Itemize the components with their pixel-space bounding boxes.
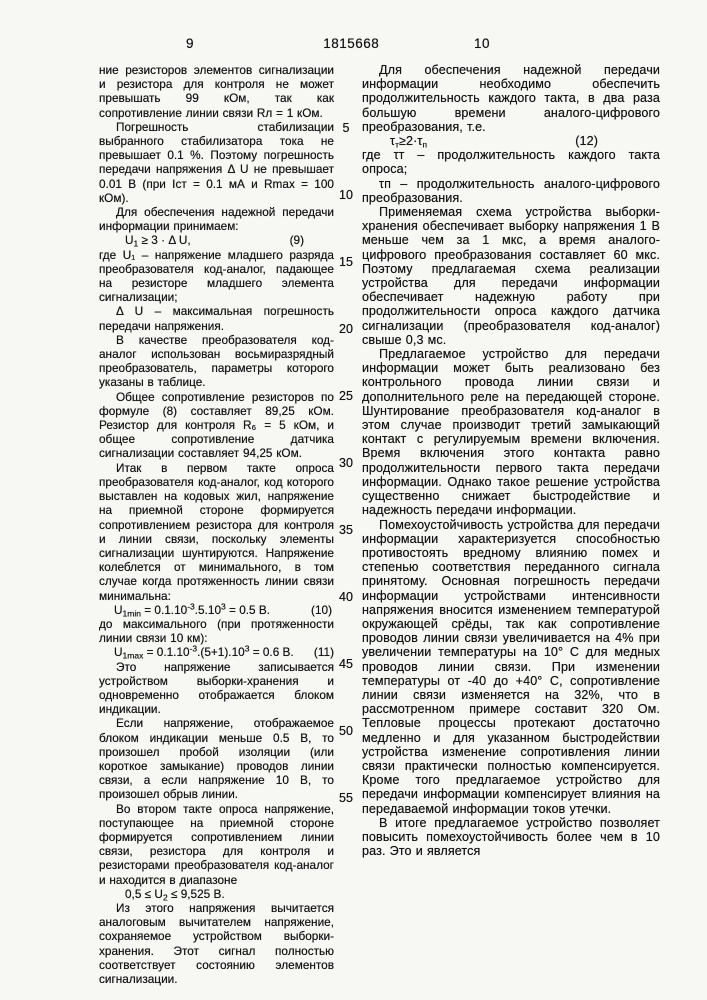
line-number: 15 bbox=[339, 255, 353, 269]
paragraph: В качестве преобразователя код-аналог использован восьмиразрядный преобразователь, параметры которого указаны в таблице. bbox=[99, 332, 334, 390]
paragraph: Общее сопротивление резисторов по формуле (8) составляет 89,25 кОм. Резистор для контроля R₆ = 5 кОм, и общее сопротивление датчика сигнализации составляет 94,25 кОм. bbox=[99, 389, 334, 461]
page-number-left: 9 bbox=[186, 36, 195, 51]
paragraph: Предлагаемое устройство для передачи информации может быть реализовано без контрольного провода линии связи и дополнительного реле на передающей стороне. Шунтирование преобразователя код-аналог в этом случае производит третий замыкающий контакт с регулируемым времени включения. Время включения этого контакта равно продолжительности первого такта передачи информации. Однако такое решение устройства существенно снижает быстродействие и надежность передачи информации. bbox=[362, 347, 660, 518]
formula-line bbox=[99, 233, 334, 247]
paragraph: Итак в первом такте опроса преобразователя код-аналог, код которого выставлен на кодовых жил, напряжение на приемной стороне формируется сопротивлением резистора для контроля и линии связи, поскольку элементы сигнализации шунтируются. Напряжение колеблется от минимального, в том случае когда протяженность линии связи минимальна: bbox=[99, 460, 334, 603]
paragraph: В итоге предлагаемое устройство позволяет повысить помехоустойчивость более чем в 10 раз. Это и является bbox=[362, 815, 660, 859]
line-number: 20 bbox=[339, 322, 353, 336]
formula-expression: $0,5 \le U_2 \le 9,525$ В. bbox=[125, 886, 225, 903]
paragraph: до максимального (при протяженности линии связи 10 км): bbox=[99, 616, 334, 646]
formula-line bbox=[99, 887, 334, 901]
paragraph: Если напряжение, отображаемое блоком индикации меньше 0.5 В, то произошел пробой изоляции (или короткое замыкание) проводов линии связи, а если напряжение 10 В, то произошел обрыв линии. bbox=[99, 716, 334, 802]
paragraph: Помехоустойчивость устройства для передачи информации характеризуется способностью противостоять вредному влиянию помех и степенью соответствия переданного сигнала принятому. Основная погрешность передачи информации устройствами интенсивности напряжения вносится изменением температурой окружающей срёды, так как сопротивление проводов линии связи увеличивается на 4% при увеличении температуры на 10° С для медных проводов линии связи. При изменении температуры от -40 до +40° С, сопротивление линии связи изменяется на 32%, что в рассмотренном примере составит 320 Ом. Тепловые процессы протекают достаточно медленно и для указанном быстродействии устройства изменение сопротивления линии связи практически полностью компенсируется. Кроме того предлагаемое устройство для передачи информации компенсирует влияния на передаваемой информации токов утечки. bbox=[362, 517, 660, 816]
line-number: 50 bbox=[339, 724, 353, 738]
paragraph: Для обеспечения надежной передачи информации необходимо обеспечить продолжительность каждого такта, в два раза большую времени аналого-цифрового преобразования, т.е. bbox=[362, 63, 660, 134]
paragraph: Δ U – максимальная погрешность передачи напряжения. bbox=[99, 304, 334, 333]
line-number: 55 bbox=[339, 791, 353, 805]
line-number: 35 bbox=[339, 523, 353, 537]
line-number: 40 bbox=[339, 590, 353, 604]
formula-expression: $U_{1min} = 0.1.10^{-3}.5.10^3 = 0.5$ В. bbox=[114, 601, 271, 619]
paragraph: Во втором такте опроса напряжение, поступающее на приемной стороне формируется сопротивлением линии связи, резистора для контроля и резисторами преобразователя код-аналог и находится в диапазоне bbox=[99, 801, 334, 887]
line-number: 10 bbox=[339, 188, 353, 202]
formula-line bbox=[99, 645, 334, 659]
formula-expression: $\tau_т\ge 2\cdot\tau_п$ bbox=[390, 134, 428, 150]
paragraph: Применяемая схема устройства выборки-хранения обеспечивает выборку напряжения 1 В меньше чем за 1 мкс, а время аналого-цифрового преобразования составляет 60 мкс. Поэтому предлагаемая схема реализации устройства для передачи информации обеспечивает надежную работу при продолжительности опроса каждого датчика сигнализации (преобразователя код-аналог) свыше 0,3 мс. bbox=[362, 205, 660, 347]
line-number: 30 bbox=[339, 456, 353, 470]
paragraph: где τт – продолжительность каждого такта опроса; bbox=[362, 148, 660, 177]
line-number: 25 bbox=[339, 389, 353, 403]
line-number: 45 bbox=[339, 657, 353, 671]
paragraph: τп – продолжительность аналого-цифрового преобразования. bbox=[362, 176, 660, 205]
formula-line bbox=[99, 603, 334, 617]
formula-line bbox=[362, 134, 660, 148]
formula-number: (9) bbox=[289, 233, 304, 248]
formula-expression: $U_{1max} = 0.1.10^{-3}.(5+1).10^3 = 0.6$ В. bbox=[114, 643, 294, 661]
formula-number: (10) bbox=[311, 602, 332, 617]
paragraph: где U₁ – напряжение младшего разряда преобразователя код-аналог, падающее на резисторе младшего элемента сигнализации; bbox=[99, 247, 334, 305]
formula-expression: $U_1 \ge 3 \cdot \Delta$ U, bbox=[125, 233, 191, 249]
line-number: 5 bbox=[342, 121, 350, 135]
formula-number: (11) bbox=[313, 645, 334, 660]
paragraph: Из этого напряжения вычитается аналоговым вычитателем напряжение, сохраняемое устройством выборки-хранения. Этот сигнал полностью соответствует состоянию элементов сигнализации. bbox=[99, 900, 334, 986]
paragraph: Для обеспечения надежной передачи информации принимаем: bbox=[99, 205, 334, 234]
document-number: 1815668 bbox=[323, 36, 380, 51]
page-number-right: 10 bbox=[474, 36, 491, 51]
paragraph: ние резисторов элементов сигнализации и резистора для контроля не может превышать 99 кОм, так как сопротивление линии связи Rл = 1 кОм. bbox=[99, 63, 334, 120]
paragraph: Это напряжение записывается устройством выборки-хранения и одновременно отображается блоком индикации. bbox=[99, 659, 334, 717]
left-column bbox=[99, 63, 334, 986]
right-column bbox=[362, 63, 660, 858]
paragraph: Погрешность стабилизации выбранного стабилизатора тока не превышает 0.1 %. Поэтому погрешность передачи напряжения Δ U не превышает 0.01 В (при Iст = 0.1 мА и Rmax = 100 кОм). bbox=[99, 119, 334, 205]
formula-number: (12) bbox=[575, 134, 598, 149]
